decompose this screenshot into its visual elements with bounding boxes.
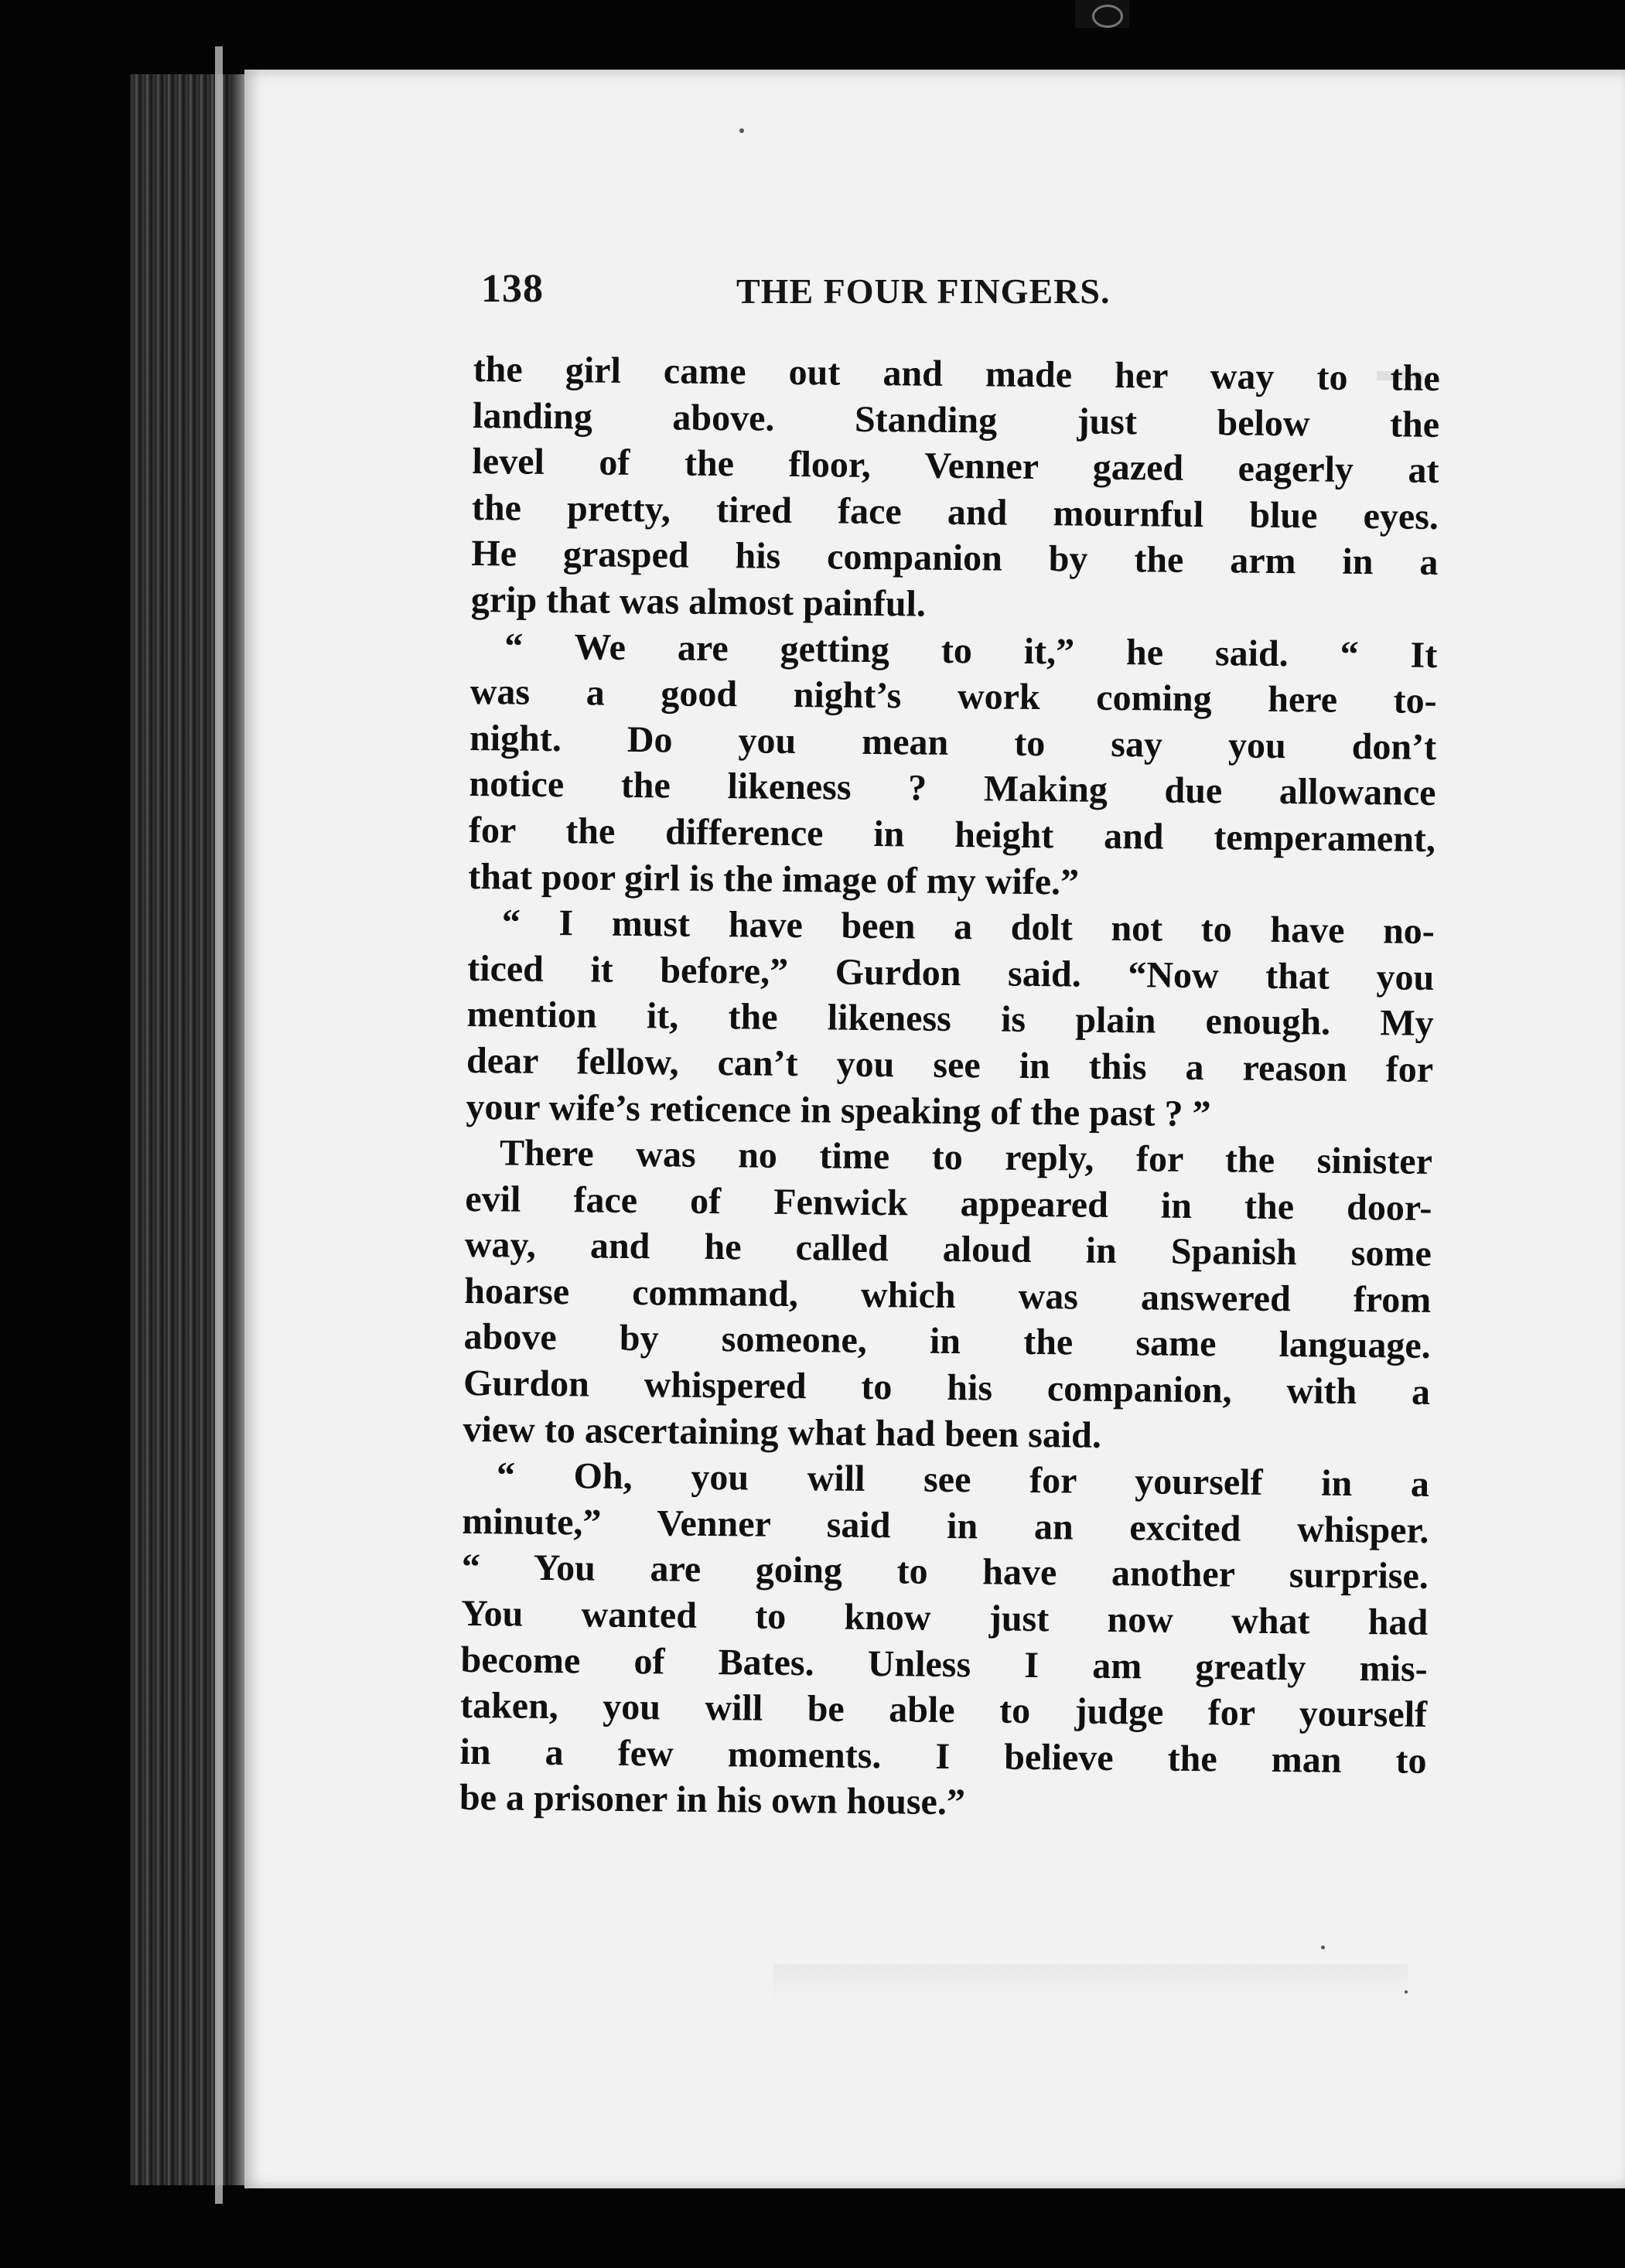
text-line: “ I must have been a dolt not to have no- [501, 902, 1436, 953]
text-line: become of Bates. Unless I am greatly mis- [460, 1639, 1428, 1690]
text-line: be a prisoner in his own house.” [459, 1777, 966, 1823]
text-line: “ Oh, you will see for yourself in a [496, 1455, 1430, 1506]
text-line: view to ascertaining what had been said. [463, 1408, 1102, 1456]
text-line: level of the floor, Venner gazed eagerly at [472, 441, 1439, 492]
running-head: THE FOUR FINGERS. [736, 271, 1111, 311]
text-line: taken, you will be able to judge for yourself [459, 1685, 1428, 1736]
text-line: in a few moments. I believe the man to [459, 1731, 1427, 1782]
text-line: notice the likeness ? Making due allowance [469, 763, 1436, 814]
text-line: “ You are going to have another surprise. [461, 1547, 1429, 1598]
text-line: grip that was almost painful. [470, 578, 927, 625]
paper-speck [739, 128, 744, 133]
text-line: You wanted to know just now what had [461, 1592, 1429, 1643]
paper-speck [1321, 1946, 1325, 1949]
text-line: evil face of Fenwick appeared in the door- [465, 1178, 1432, 1229]
text-line: There was no time to reply, for the sinister [499, 1132, 1433, 1183]
scan-artifact-ring [1092, 5, 1123, 28]
text-line: dear fellow, can’t you see in this a reason for [466, 1039, 1434, 1090]
page-number: 138 [481, 267, 544, 311]
book-page-edges [130, 74, 246, 2185]
text-line: for the difference in height and temperament, [468, 809, 1436, 860]
page-header [481, 266, 1440, 320]
text-line: mention it, the likeness is plain enough. My [466, 994, 1434, 1045]
text-line: He grasped his companion by the arm in a [471, 533, 1439, 584]
text-line: your wife’s reticence in speaking of the past ? ” [466, 1086, 1211, 1134]
text-line: ticed it before,” Gurdon said. “Now that you [467, 947, 1435, 998]
text-line: landing above. Standing just below the [472, 394, 1440, 445]
text-line: night. Do you mean to say you don’t [469, 717, 1437, 768]
show-through-text [773, 1964, 1408, 2003]
body-text [459, 346, 1440, 1830]
text-line: that poor girl is the image of my wife.” [468, 855, 1080, 903]
scan-gutter-line [215, 46, 223, 2204]
text-line: above by someone, in the same language. [463, 1316, 1431, 1367]
text-line: minute,” Venner said in an excited whisper. [462, 1500, 1429, 1551]
text-line: Gurdon whispered to his companion, with a [463, 1363, 1431, 1413]
text-line: the girl came out and made her way to the [473, 348, 1440, 399]
text-line: was a good night’s work coming here to- [469, 671, 1437, 722]
text-line: way, and he called aloud in Spanish some [464, 1224, 1432, 1275]
text-line: the pretty, tired face and mournful blue eyes. [471, 486, 1439, 537]
text-line: hoarse command, which was answered from [464, 1270, 1432, 1321]
text-line: “ We are getting to it,” he said. “ It [504, 625, 1438, 676]
